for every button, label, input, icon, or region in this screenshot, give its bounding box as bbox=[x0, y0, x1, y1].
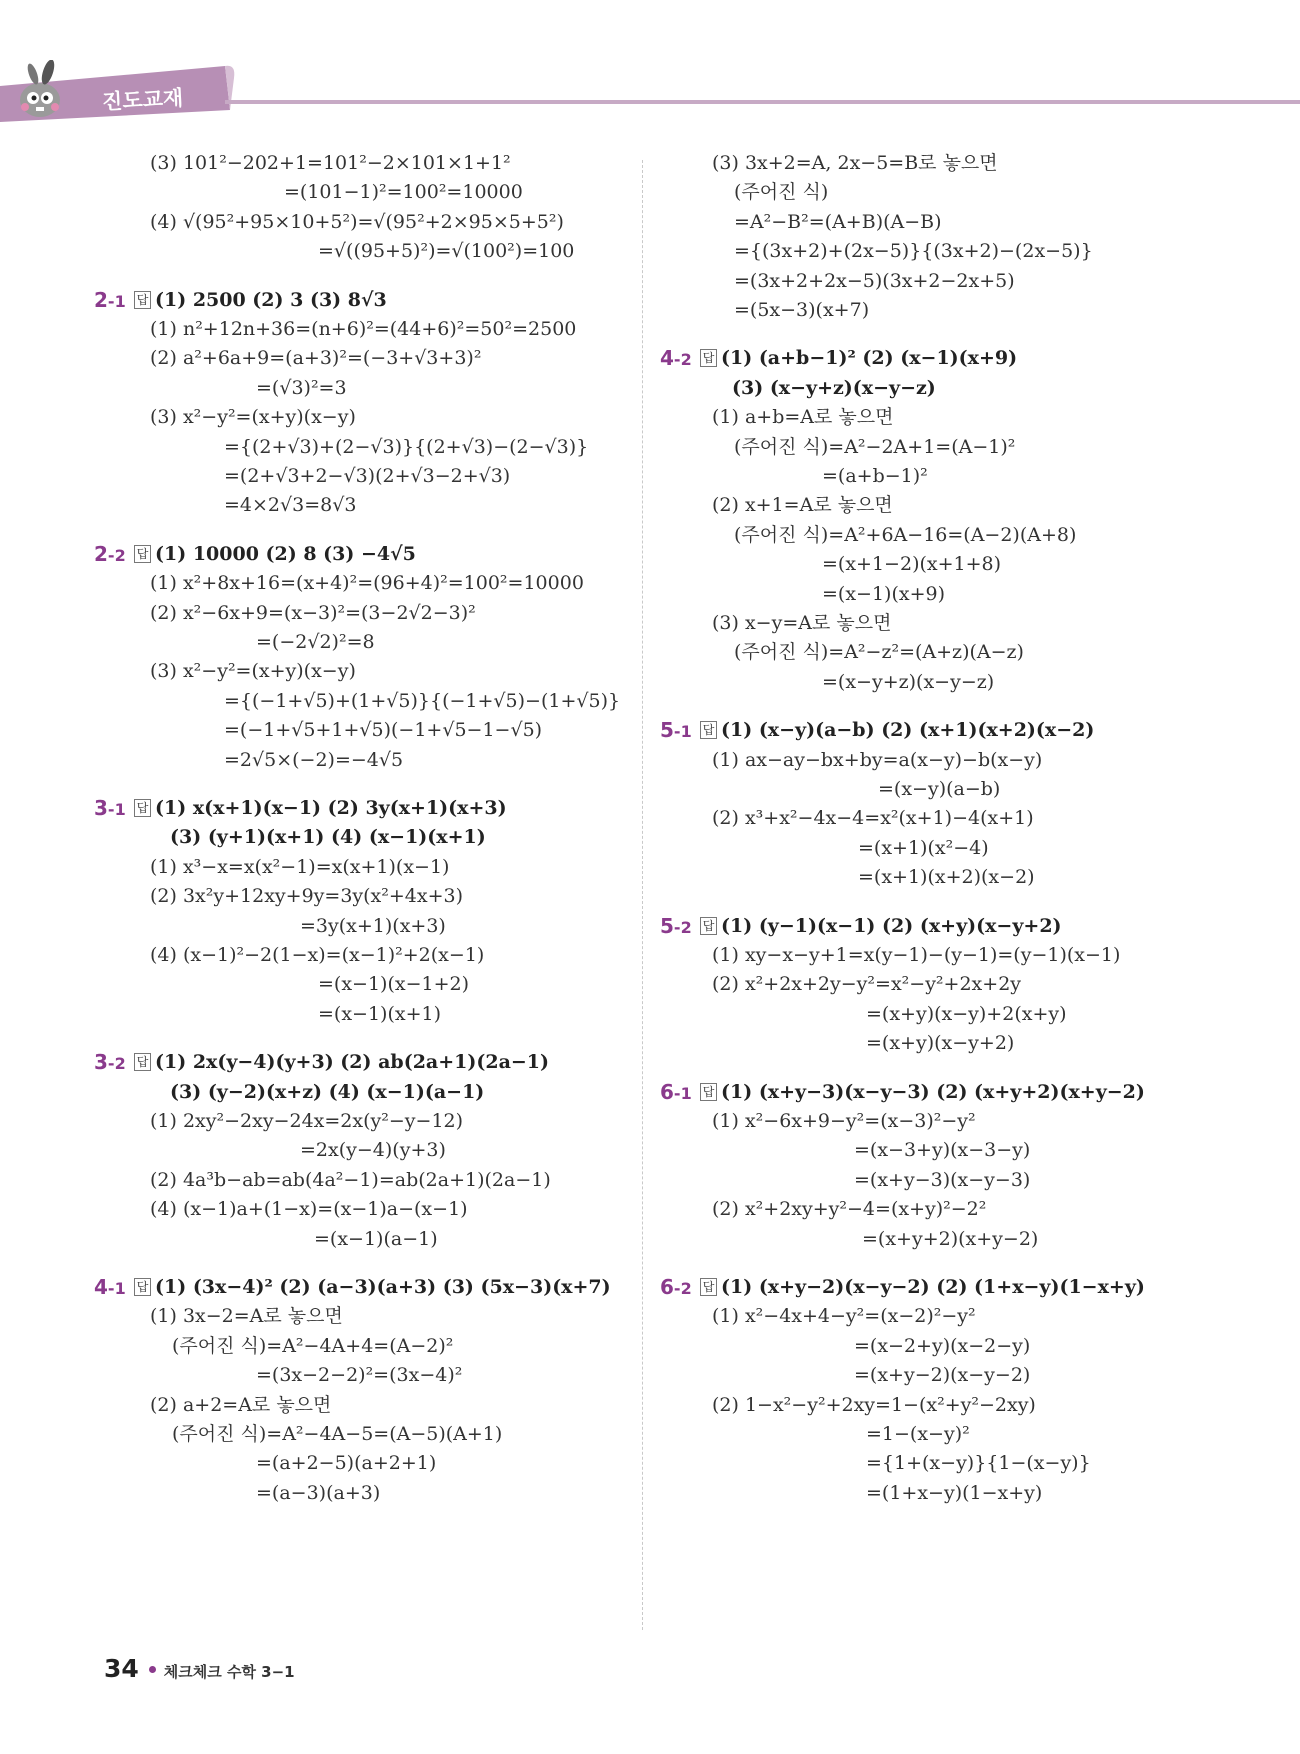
answer-tag: 답 bbox=[134, 545, 151, 563]
solution-line: =(a−3)(a+3) bbox=[256, 1481, 381, 1504]
solution-line: =(x−y+z)(x−y−z) bbox=[822, 670, 995, 693]
solution-line: (1) x²−6x+9−y²=(x−3)²−y² bbox=[712, 1110, 976, 1132]
answer-continuation: (3) (y+1)(x+1) (4) (x−1)(x+1) bbox=[170, 826, 486, 849]
solution-line: =(x−3+y)(x−3−y) bbox=[854, 1139, 1031, 1162]
problem-number-main: 5 bbox=[660, 718, 674, 743]
solution-line: =(x−1)(x−1+2) bbox=[318, 973, 470, 996]
solution-line: (2) 4a³b−ab=ab(4a²−1)=ab(2a+1)(2a−1) bbox=[150, 1168, 551, 1191]
answer-row bbox=[700, 913, 1062, 939]
solution-line: =(−1+√5+1+√5)(−1+√5−1−√5) bbox=[224, 719, 543, 742]
problem-number bbox=[660, 913, 692, 941]
solution-line: =(x+1)(x²−4) bbox=[858, 836, 989, 859]
answer-row bbox=[134, 541, 416, 567]
answer-row bbox=[700, 1079, 1145, 1105]
problem-number-main: 5 bbox=[660, 913, 674, 938]
answer-row bbox=[134, 795, 507, 821]
answer-row bbox=[134, 1274, 611, 1300]
problem-number-main: 6 bbox=[660, 1079, 674, 1104]
section-label: 진도교재 bbox=[101, 85, 184, 115]
solution-line: =(x+y+2)(x+y−2) bbox=[862, 1227, 1039, 1250]
answer-continuation: (3) (y−2)(x+z) (4) (x−1)(a−1) bbox=[170, 1080, 485, 1103]
solution-line: (1) ax−ay−bx+by=a(x−y)−b(x−y) bbox=[712, 748, 1043, 771]
problem-number-sub: -1 bbox=[673, 722, 692, 742]
answer-tag: 답 bbox=[700, 721, 717, 739]
solution-line: (2) x+1=A로 놓으면 bbox=[712, 494, 893, 517]
problem-number bbox=[660, 345, 692, 373]
solution-line: (2) 1−x²−y²+2xy=1−(x²+y²−2xy) bbox=[712, 1393, 1036, 1416]
solution-line: =(a+b−1)² bbox=[822, 465, 928, 487]
problem-number-main: 4 bbox=[660, 346, 674, 371]
answer-tag: 답 bbox=[700, 1083, 717, 1101]
answer-text: (1) (x+y−3)(x−y−3) (2) (x+y+2)(x+y−2) bbox=[721, 1080, 1145, 1103]
solution-line: (주어진 식)=A²+6A−16=(A−2)(A+8) bbox=[734, 523, 1077, 546]
answer-row bbox=[134, 287, 387, 313]
problem-number bbox=[660, 1274, 692, 1302]
solution-line: (주어진 식)=A²−z²=(A+z)(A−z) bbox=[734, 641, 1024, 664]
rabbit-mascot-icon bbox=[0, 60, 80, 126]
problem-number bbox=[94, 287, 126, 315]
solution-line: (1) xy−x−y+1=x(y−1)−(y−1)=(y−1)(x−1) bbox=[712, 944, 1121, 966]
solution-line: (4) (x−1)a+(1−x)=(x−1)a−(x−1) bbox=[150, 1198, 468, 1221]
solution-line: =A²−B²=(A+B)(A−B) bbox=[734, 210, 942, 233]
problem-number bbox=[660, 1079, 692, 1107]
solution-line: (주어진 식) bbox=[734, 181, 829, 204]
solution-line: =2x(y−4)(y+3) bbox=[300, 1139, 446, 1162]
solution-line: ={(2+√3)+(2−√3)}{(2+√3)−(2−√3)} bbox=[224, 435, 589, 458]
answer-tag: 답 bbox=[700, 349, 717, 367]
answer-tag: 답 bbox=[134, 1278, 151, 1296]
answer-row bbox=[700, 1274, 1145, 1300]
answer-tag: 답 bbox=[134, 799, 151, 817]
solution-line: (주어진 식)=A²−4A+4=(A−2)² bbox=[172, 1334, 454, 1357]
solution-line: ={1+(x−y)}{1−(x−y)} bbox=[866, 1452, 1091, 1475]
problem-number-main: 3 bbox=[94, 796, 108, 820]
solution-line: =(x+y)(x−y)+2(x+y) bbox=[866, 1002, 1067, 1025]
solution-line: =3y(x+1)(x+3) bbox=[300, 914, 446, 937]
answer-row bbox=[700, 717, 1094, 743]
solution-line: =√((95+5)²)=√(100²)=100 bbox=[318, 240, 575, 263]
solution-line: =4×2√3=8√3 bbox=[224, 494, 357, 517]
solution-line: =(x−2+y)(x−2−y) bbox=[854, 1334, 1031, 1357]
solution-line: (3) 3x+2=A, 2x−5=B로 놓으면 bbox=[712, 152, 998, 174]
answer-text: (1) 10000 (2) 8 (3) −4√5 bbox=[155, 542, 416, 565]
answer-text: (1) (y−1)(x−1) (2) (x+y)(x−y+2) bbox=[721, 914, 1062, 937]
answer-text: (1) (a+b−1)² (2) (x−1)(x+9) bbox=[721, 347, 1018, 370]
solution-line: (3) x²−y²=(x+y)(x−y) bbox=[150, 406, 356, 429]
problem-number-sub: -2 bbox=[107, 1054, 126, 1074]
solution-line: (2) 3x²y+12xy+9y=3y(x²+4x+3) bbox=[150, 885, 464, 908]
solution-line: (2) a+2=A로 놓으면 bbox=[150, 1393, 332, 1416]
solution-line: (3) x²−y²=(x+y)(x−y) bbox=[150, 660, 356, 683]
problem-number-sub: -1 bbox=[673, 1083, 692, 1103]
solution-line: (1) a+b=A로 놓으면 bbox=[712, 406, 894, 429]
solution-line: =1−(x−y)² bbox=[866, 1423, 970, 1445]
answer-text: (1) (x+y−2)(x−y−2) (2) (1+x−y)(1−x+y) bbox=[721, 1276, 1145, 1298]
solution-line: =(x+1)(x+2)(x−2) bbox=[858, 866, 1035, 889]
answer-tag: 답 bbox=[700, 1278, 717, 1296]
solution-line: =(x+y−3)(x−y−3) bbox=[854, 1168, 1031, 1191]
answer-text: (1) 2500 (2) 3 (3) 8√3 bbox=[155, 288, 387, 311]
solution-line: (1) x²−4x+4−y²=(x−2)²−y² bbox=[712, 1305, 976, 1328]
header-banner bbox=[0, 60, 1300, 130]
answer-text: (1) (3x−4)² (2) (a−3)(a+3) (3) (5x−3)(x+7) bbox=[155, 1276, 611, 1298]
solution-line: (1) x²+8x+16=(x+4)²=(96+4)²=100²=10000 bbox=[150, 572, 584, 595]
problem-number-sub: -2 bbox=[107, 545, 126, 565]
solution-line: =(5x−3)(x+7) bbox=[734, 299, 870, 321]
solution-line: (3) 101²−202+1=101²−2×101×1+1² bbox=[150, 152, 511, 174]
problem-number-sub: -1 bbox=[107, 1279, 126, 1298]
solution-line: =(101−1)²=100²=10000 bbox=[284, 181, 523, 204]
solution-line: (주어진 식)=A²−2A+1=(A−1)² bbox=[734, 435, 1016, 458]
solution-line: =(x+1−2)(x+1+8) bbox=[822, 553, 1002, 576]
solution-line: (3) x−y=A로 놓으면 bbox=[712, 612, 892, 634]
answer-row bbox=[134, 1049, 549, 1075]
solution-line: =(2+√3+2−√3)(2+√3−2+√3) bbox=[224, 465, 511, 487]
answer-continuation: (3) (x−y+z)(x−y−z) bbox=[732, 376, 936, 399]
solution-line: =(√3)²=3 bbox=[256, 376, 347, 399]
problem-number-sub: -2 bbox=[673, 350, 692, 370]
solution-line: =(x−1)(a−1) bbox=[314, 1227, 438, 1250]
answer-tag: 답 bbox=[134, 1053, 151, 1071]
problem-number-sub: -1 bbox=[107, 291, 126, 311]
solution-line: =(x−y)(a−b) bbox=[878, 778, 1001, 800]
book-title: 체크체크 수학 3−1 bbox=[163, 1663, 295, 1681]
answer-row bbox=[700, 345, 1017, 371]
problem-number bbox=[94, 541, 126, 569]
solution-line: =(−2√2)²=8 bbox=[256, 631, 375, 653]
solution-line: ={(−1+√5)+(1+√5)}{(−1+√5)−(1+√5)} bbox=[224, 689, 621, 712]
bullet-icon bbox=[149, 1666, 156, 1673]
solution-line: =(a+2−5)(a+2+1) bbox=[256, 1452, 437, 1475]
solution-line: (4) √(95²+95×10+5²)=√(95²+2×95×5+5²) bbox=[150, 210, 564, 233]
answer-text: (1) x(x+1)(x−1) (2) 3y(x+1)(x+3) bbox=[155, 797, 507, 819]
solution-line: (4) (x−1)²−2(1−x)=(x−1)²+2(x−1) bbox=[150, 944, 485, 966]
solution-line: (1) n²+12n+36=(n+6)²=(44+6)²=50²=2500 bbox=[150, 318, 577, 340]
solution-line: ={(3x+2)+(2x−5)}{(3x+2)−(2x−5)} bbox=[734, 240, 1093, 263]
problem-number-main: 4 bbox=[94, 1275, 108, 1299]
problem-number bbox=[94, 795, 126, 823]
page-number: 34 bbox=[104, 1654, 139, 1683]
problem-number-main: 2 bbox=[94, 287, 108, 312]
solution-line: =2√5×(−2)=−4√5 bbox=[224, 748, 404, 771]
problem-number-sub: -2 bbox=[673, 1279, 692, 1298]
column-divider bbox=[642, 160, 643, 1630]
page-footer bbox=[104, 1654, 295, 1683]
solution-line: =(x+y−2)(x−y−2) bbox=[854, 1364, 1031, 1387]
problem-number-main: 6 bbox=[660, 1275, 674, 1299]
solution-line: =(x−1)(x+1) bbox=[318, 1002, 442, 1025]
problem-number bbox=[94, 1274, 126, 1302]
problem-number bbox=[94, 1049, 126, 1077]
solution-line: =(x−1)(x+9) bbox=[822, 582, 946, 605]
solution-line: =(3x+2+2x−5)(3x+2−2x+5) bbox=[734, 269, 1015, 292]
solution-line: (2) a²+6a+9=(a+3)²=(−3+√3+3)² bbox=[150, 347, 482, 370]
answer-text: (1) 2x(y−4)(y+3) (2) ab(2a+1)(2a−1) bbox=[155, 1051, 550, 1074]
answer-tag: 답 bbox=[134, 291, 151, 309]
solution-line: (2) x³+x²−4x−4=x²(x+1)−4(x+1) bbox=[712, 807, 1034, 830]
solution-line: (주어진 식)=A²−4A−5=(A−5)(A+1) bbox=[172, 1423, 503, 1445]
problem-number-main: 3 bbox=[94, 1050, 108, 1075]
solution-line: (1) 3x−2=A로 놓으면 bbox=[150, 1305, 343, 1328]
solution-line: (1) 2xy²−2xy−24x=2x(y²−y−12) bbox=[150, 1110, 464, 1132]
solution-line: =(3x−2−2)²=(3x−4)² bbox=[256, 1364, 463, 1387]
problem-number-main: 2 bbox=[94, 541, 108, 566]
answer-text: (1) (x−y)(a−b) (2) (x+1)(x+2)(x−2) bbox=[721, 719, 1095, 742]
banner-ribbon bbox=[0, 60, 1300, 130]
problem-number-sub: -1 bbox=[107, 800, 126, 819]
problem-number-sub: -2 bbox=[673, 917, 692, 937]
solution-line: (2) x²+2xy+y²−4=(x+y)²−2² bbox=[712, 1198, 987, 1221]
solution-line: (1) x³−x=x(x²−1)=x(x+1)(x−1) bbox=[150, 855, 450, 878]
solution-line: (2) x²−6x+9=(x−3)²=(3−2√2−3)² bbox=[150, 601, 476, 624]
answer-tag: 답 bbox=[700, 917, 717, 935]
problem-number bbox=[660, 717, 692, 745]
solution-line: =(1+x−y)(1−x+y) bbox=[866, 1481, 1043, 1504]
solution-line: =(x+y)(x−y+2) bbox=[866, 1032, 1015, 1055]
solution-line: (2) x²+2x+2y−y²=x²−y²+2x+2y bbox=[712, 973, 1022, 996]
